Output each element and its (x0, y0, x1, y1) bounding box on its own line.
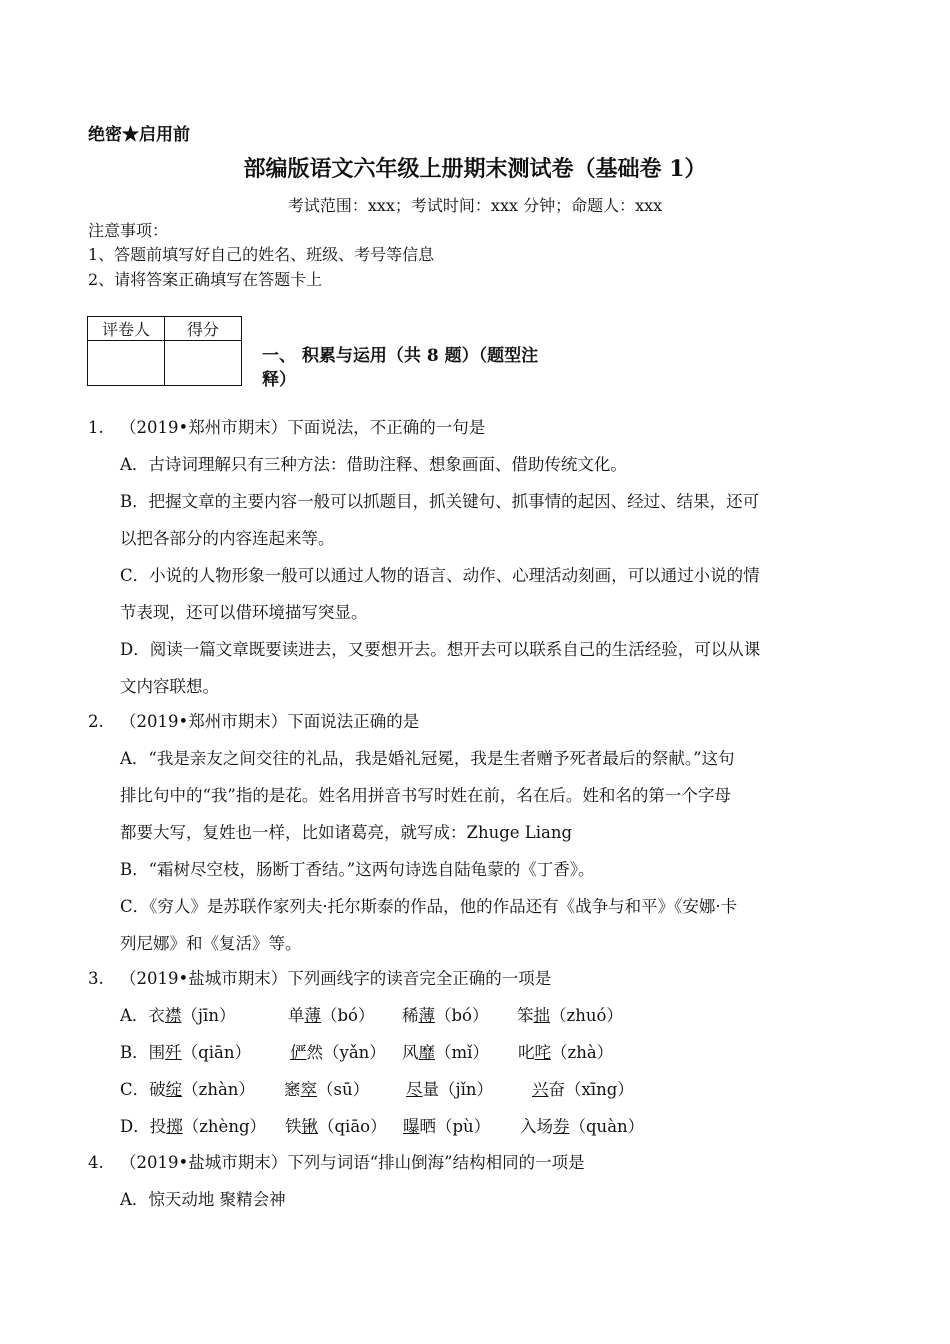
word: 风靡（mǐ） (402, 1043, 489, 1062)
question-stem: （2019•盐城市期末）下列与词语“排山倒海”结构相同的一项是 (120, 1153, 585, 1172)
score-header: 得分 (165, 317, 242, 341)
underlined-char: 歼 (165, 1043, 182, 1062)
option-line: B．把握文章的主要内容一般可以抓题目，抓关键句、抓事情的起因、经过、结果，还可 (120, 492, 760, 511)
notes-heading: 注意事项： (88, 221, 169, 240)
underlined-char: 绽 (165, 1080, 183, 1099)
option-line: D．阅读一篇文章既要读进去，又要想开去。想开去可以联系自己的生活经验，可以从课 (120, 640, 761, 659)
grader-header: 评卷人 (88, 317, 165, 341)
exam-info: 考试范围：xxx；考试时间：xxx 分钟；命题人：xxx (287, 196, 663, 215)
word: 稀薄（bó） (402, 1006, 489, 1025)
word: 叱咤（zhà） (518, 1043, 614, 1062)
question-number: 1. (88, 418, 104, 437)
score-table (87, 316, 242, 386)
word: 兴奋（xīng） (532, 1080, 634, 1099)
option-line: B．“霜树尽空枝，肠断丁香结。”这两句诗选自陆龟蒙的《丁香》。 (120, 860, 595, 879)
page-title: 部编版语文六年级上册期末测试卷（基础卷 1） (243, 156, 707, 182)
question-4 (88, 1149, 585, 1173)
question-stem: （2019•郑州市期末）下面说法，不正确的一句是 (120, 418, 486, 437)
option-line: 排比句中的“我”指的是花。姓名用拼音书写时姓在前，名在后。姓和名的第一个字母 (120, 786, 731, 805)
word: 铁锹（qiāo） (285, 1117, 387, 1136)
question-stem: （2019•盐城市期末）下列画线字的读音完全正确的一项是 (120, 969, 552, 988)
word: 曝晒（pù） (403, 1117, 491, 1136)
option-line: C．小说的人物形象一般可以通过人物的语言、动作、心理活动刻画，可以通过小说的情 (120, 566, 760, 585)
word: 俨然（yǎn） (290, 1043, 386, 1062)
option-line: 都要大写，复姓也一样，比如诸葛亮，就写成：Zhuge Liang (120, 823, 573, 842)
option-line: 列尼娜》和《复活》等。 (120, 934, 302, 953)
word: 尽量（jǐn） (406, 1080, 494, 1099)
section-heading-line: 释） (262, 370, 296, 390)
confidential-mark: 绝密★启用前 (88, 125, 190, 145)
option-line: 以把各部分的内容连起来等。 (120, 529, 335, 548)
option-line: 文内容联想。 (120, 677, 219, 696)
question-number: 3. (88, 969, 104, 988)
pinyin-option-a (120, 1002, 623, 1026)
word: 笨拙（zhuó） (517, 1006, 623, 1025)
word-part: 衣 (148, 1006, 165, 1025)
question-stem: （2019•郑州市期末）下面说法正确的是 (120, 712, 420, 731)
option-label: C． (120, 1080, 150, 1099)
pinyin-option-d (120, 1113, 645, 1137)
question-number: 2. (88, 712, 104, 731)
pinyin: （zhàn） (182, 1080, 255, 1099)
word: 入场券（quàn） (520, 1117, 645, 1136)
pinyin: （zhèng） (182, 1117, 267, 1136)
word: 窸窣（sū） (284, 1080, 370, 1099)
option-line: C．《穷人》是苏联作家列夫·托尔斯泰的作品，他的作品还有《战争与和平》《安娜·卡 (120, 897, 738, 916)
pinyin: （qiān） (181, 1043, 251, 1062)
option-line: 节表现，还可以借环境描写突显。 (120, 603, 368, 622)
word-part: 破 (149, 1080, 166, 1099)
option-line: A．“我是亲友之间交往的礼品，我是婚礼冠冕，我是生者赠予死者最后的祭献。”这句 (120, 749, 735, 768)
notes-item: 1、答题前填写好自己的姓名、班级、考号等信息 (88, 245, 435, 264)
question-3 (88, 965, 551, 989)
question-number: 4. (88, 1153, 104, 1172)
underlined-char: 襟 (164, 1006, 182, 1025)
option-line: A．惊天动地 聚精会神 (120, 1190, 286, 1209)
question-1 (88, 414, 485, 438)
pinyin: （jīn） (181, 1006, 236, 1025)
question-2 (88, 708, 419, 732)
word: 单薄（bó） (288, 1006, 375, 1025)
option-line: A．古诗词理解只有三种方法：借助注释、想象画面、借助传统文化。 (120, 455, 627, 474)
score-cell[interactable] (165, 341, 242, 386)
underlined-char: 掷 (166, 1117, 183, 1136)
section-heading (262, 344, 622, 392)
word-part: 投 (149, 1117, 167, 1136)
grader-cell[interactable] (88, 341, 165, 386)
pinyin-option-b (120, 1039, 614, 1063)
pinyin-option-c (120, 1076, 634, 1100)
option-label: B． (120, 1043, 149, 1062)
section-heading-line: 一、 积累与运用（共 8 题）（题型注 (262, 346, 539, 366)
option-label: D． (120, 1117, 150, 1136)
option-label: A． (120, 1006, 149, 1025)
word-part: 围 (148, 1043, 166, 1062)
notes-item: 2、请将答案正确填写在答题卡上 (88, 270, 323, 289)
